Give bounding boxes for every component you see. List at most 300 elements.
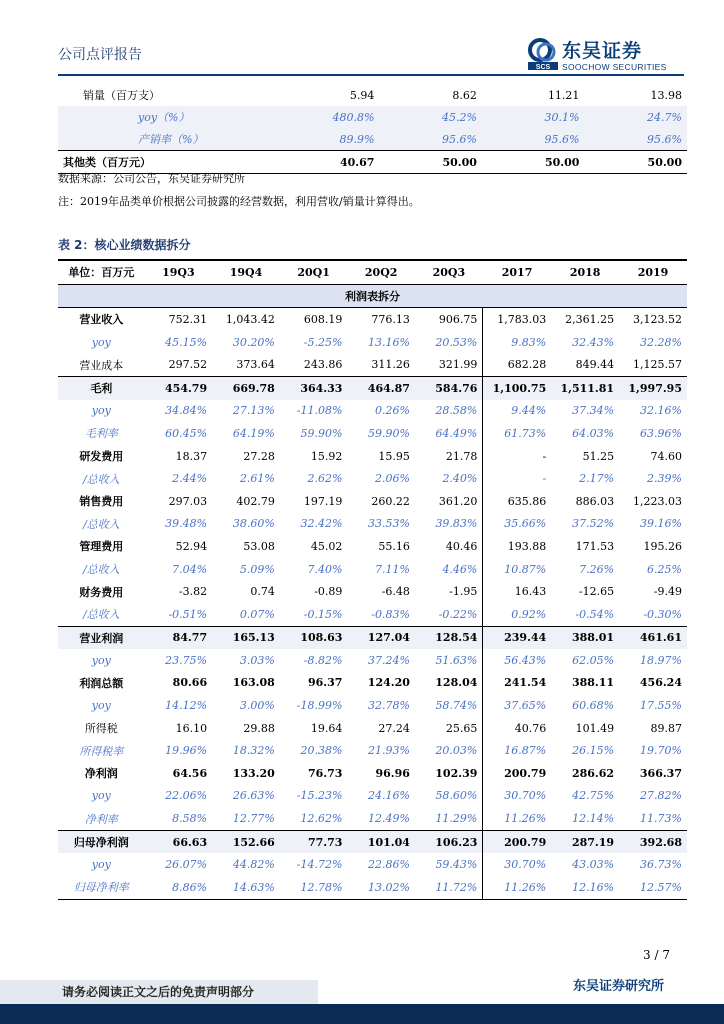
cell-value: -0.51% <box>168 607 208 621</box>
cell-value: 40.76 <box>483 717 551 740</box>
cell-value: 60.45% <box>165 426 208 440</box>
cell-value: 5.94 <box>349 88 375 102</box>
cell-value: 171.53 <box>575 539 615 553</box>
row-label: 毛利 <box>58 376 145 399</box>
cell-value: 12.49% <box>367 812 410 826</box>
calculation-note: 注：2019年品类单价根据公司披露的经营数据，利用营收/销量计算得出。 <box>58 195 420 208</box>
cell-value: -0.83% <box>371 607 410 621</box>
cell-value: 32.42% <box>300 517 343 531</box>
cell-value: 37.24% <box>367 653 410 667</box>
cell-value: 95.6% <box>584 128 687 151</box>
data-source-note: 数据来源：公司公告，东吴证券研究所 <box>58 172 245 185</box>
cell-value: 239.44 <box>483 626 551 649</box>
cell-value: 64.49% <box>435 426 478 440</box>
cell-value: 7.26% <box>579 562 615 576</box>
cell-value: 456.24 <box>639 676 682 690</box>
cell-value: 56.43% <box>483 649 551 672</box>
table-row <box>58 467 687 490</box>
cell-value: 34.84% <box>165 404 208 418</box>
row-label: 毛利率 <box>84 427 118 441</box>
cell-value: 8.58% <box>172 812 208 826</box>
row-label: 销售费用 <box>79 495 124 509</box>
cell-value: 77.73 <box>280 830 348 853</box>
table-row <box>58 830 687 853</box>
column-header: 20Q3 <box>415 260 483 284</box>
cell-value: 59.90% <box>300 426 343 440</box>
cell-value: 311.26 <box>371 358 410 372</box>
row-label: 营业成本 <box>79 358 124 372</box>
cell-value: 16.43 <box>483 580 551 603</box>
cell-value: 8.62 <box>452 88 477 102</box>
cell-value: 2,361.25 <box>565 312 615 326</box>
cell-value: 96.96 <box>375 766 410 780</box>
cell-value: 27.24 <box>378 721 410 735</box>
cell-value: 14.63% <box>212 876 280 899</box>
cell-value: 51.63% <box>435 653 478 667</box>
cell-value: 101.49 <box>575 721 615 735</box>
table-row <box>58 308 687 331</box>
cell-value: 3.03% <box>239 653 275 667</box>
cell-value: 776.13 <box>371 312 410 326</box>
table-row <box>58 762 687 785</box>
cell-value: 21.93% <box>367 744 410 758</box>
cell-value: 32.78% <box>367 699 410 713</box>
cell-value: 1,043.42 <box>225 312 275 326</box>
cell-value: 76.73 <box>307 766 343 780</box>
cell-value: 7.11% <box>374 562 410 576</box>
cell-value: 33.53% <box>367 517 410 531</box>
cell-value: 43.03% <box>572 858 615 872</box>
cell-value: 25.65 <box>445 721 478 735</box>
cell-value: 10.87% <box>483 558 551 581</box>
logo-name-cn: 东吴证券 <box>562 40 643 62</box>
cell-value: 682.28 <box>483 353 551 376</box>
cell-value: 321.99 <box>438 358 478 372</box>
row-label: yoy（%） <box>58 106 275 128</box>
row-label: 销量（百万支） <box>83 89 160 102</box>
row-label: /总收入 <box>82 608 120 622</box>
column-header: 20Q1 <box>280 260 348 284</box>
cell-value: 4.46% <box>442 562 478 576</box>
table-row <box>58 490 687 513</box>
cell-value: 402.79 <box>236 494 275 508</box>
cell-value: 28.58% <box>435 404 478 418</box>
cell-value: 19.64 <box>310 721 343 735</box>
table-row <box>58 603 687 626</box>
cell-value: 243.86 <box>303 358 343 372</box>
cell-value: 0.74 <box>250 585 275 599</box>
column-header: 19Q3 <box>145 260 212 284</box>
table-row <box>58 853 687 876</box>
cell-value: 30.20% <box>232 335 275 349</box>
footer-org-name: 东吴证券研究所 <box>572 979 664 994</box>
cell-value: 0.92% <box>483 603 551 626</box>
cell-value: -1.95 <box>449 585 478 599</box>
product-sales-table <box>58 84 687 174</box>
row-label: 其他类（百万元） <box>58 151 275 174</box>
cell-value: -0.30% <box>643 607 682 621</box>
table-row <box>58 422 687 445</box>
table2-title: 表 2：核心业绩数据拆分 <box>58 238 191 252</box>
disclaimer-text: 请务必阅读正文之后的免责声明部分 <box>62 985 255 999</box>
cell-value: 2.17% <box>579 472 615 486</box>
cell-value: 2.39% <box>647 472 682 486</box>
cell-value: 297.52 <box>168 358 208 372</box>
cell-value: 27.82% <box>640 789 682 803</box>
cell-value: 37.52% <box>572 517 615 531</box>
cell-value: 11.26% <box>483 807 551 830</box>
cell-value: 20.53% <box>435 335 478 349</box>
table-row <box>58 558 687 581</box>
cell-value: 287.19 <box>551 830 619 853</box>
cell-value: 30.1% <box>482 106 585 128</box>
table-row <box>58 626 687 649</box>
cell-value: 849.44 <box>575 358 615 372</box>
cell-value: 124.20 <box>367 676 410 690</box>
cell-value: 22.06% <box>165 789 208 803</box>
cell-value: 27.28 <box>243 449 275 463</box>
cell-value: 18.97% <box>640 653 682 667</box>
cell-value: 133.20 <box>232 766 275 780</box>
row-label: 利润总额 <box>79 676 124 690</box>
core-performance-table <box>58 259 687 900</box>
table-row <box>58 876 687 899</box>
cell-value: 163.08 <box>232 676 275 690</box>
cell-value: 906.75 <box>438 312 478 326</box>
row-label: 所得税 <box>84 722 118 736</box>
cell-value: 32.16% <box>640 404 682 418</box>
table-row <box>58 717 687 740</box>
row-label: 净利润 <box>84 767 118 781</box>
logo-emblem-icon <box>528 38 558 70</box>
cell-value: 13.02% <box>347 876 414 899</box>
column-header: 20Q2 <box>347 260 414 284</box>
cell-value: 64.19% <box>232 426 275 440</box>
cell-value: 59.90% <box>367 426 410 440</box>
cell-value: 20.38% <box>300 744 343 758</box>
cell-value: 1,783.03 <box>483 308 551 331</box>
cell-value: 0.26% <box>374 404 410 418</box>
cell-value: 59.43% <box>435 858 478 872</box>
cell-value: 20.03% <box>435 744 478 758</box>
cell-value: 3.00% <box>239 699 275 713</box>
cell-value: 66.63 <box>145 830 212 853</box>
cell-value: 24.16% <box>367 789 410 803</box>
cell-value: 58.60% <box>435 789 478 803</box>
row-label: yoy <box>91 699 111 713</box>
row-label: /总收入 <box>82 563 120 577</box>
cell-value: 392.68 <box>619 830 687 853</box>
table-row <box>58 128 687 151</box>
table-row <box>58 649 687 672</box>
cell-value: 12.57% <box>619 876 687 899</box>
cell-value: 584.76 <box>415 376 483 399</box>
cell-value: 16.87% <box>483 739 551 762</box>
cell-value: 39.16% <box>640 517 682 531</box>
table-row <box>58 445 687 468</box>
cell-value: 1,511.81 <box>551 376 619 399</box>
cell-value: 37.34% <box>572 404 615 418</box>
table-row <box>58 400 687 423</box>
cell-value: 61.73% <box>483 422 551 445</box>
cell-value: 128.54 <box>415 626 483 649</box>
section-title: 利润表拆分 <box>58 284 687 308</box>
cell-value: 18.37 <box>175 449 208 463</box>
cell-value: 37.65% <box>483 694 551 717</box>
cell-value: 64.56 <box>172 766 208 780</box>
table-row <box>58 785 687 808</box>
cell-value: 22.86% <box>367 858 410 872</box>
cell-value: 454.79 <box>145 376 212 399</box>
cell-value: 15.95 <box>378 449 410 463</box>
cell-value: 32.28% <box>640 335 682 349</box>
cell-value: 32.43% <box>572 335 615 349</box>
cell-value: -0.15% <box>303 607 343 621</box>
cell-value: 45.2% <box>379 106 482 128</box>
cell-value: 19.96% <box>165 744 208 758</box>
cell-value: 241.54 <box>483 672 551 695</box>
cell-value: -0.89 <box>314 585 343 599</box>
row-label: 财务费用 <box>79 585 124 599</box>
cell-value: 101.04 <box>347 830 414 853</box>
page-number: 3 / 7 <box>643 948 670 962</box>
cell-value: 13.16% <box>367 335 410 349</box>
row-label: 归母净利润 <box>58 830 145 853</box>
cell-value: 45.15% <box>165 335 208 349</box>
cell-value: 50.00 <box>379 151 482 174</box>
cell-value: -3.82 <box>178 585 208 599</box>
cell-value: 127.04 <box>347 626 414 649</box>
row-label: 管理费用 <box>79 540 124 554</box>
cell-value: 297.03 <box>168 494 208 508</box>
cell-value: 8.86% <box>145 876 212 899</box>
row-label: yoy <box>91 335 111 349</box>
cell-value: 361.20 <box>438 494 478 508</box>
cell-value: 63.96% <box>640 426 682 440</box>
cell-value: 30.70% <box>483 785 551 808</box>
footer-bar <box>0 1004 724 1024</box>
table-row <box>58 580 687 603</box>
cell-value: 1,125.57 <box>633 358 682 372</box>
cell-value: 0.07% <box>239 607 275 621</box>
cell-value: 53.08 <box>243 539 275 553</box>
cell-value: 12.77% <box>232 812 275 826</box>
cell-value: 17.55% <box>640 699 682 713</box>
column-header: 2019 <box>619 260 687 284</box>
cell-value: 11.26% <box>483 876 551 899</box>
cell-value: 152.66 <box>212 830 280 853</box>
cell-value: 50.00 <box>584 151 687 174</box>
table-row <box>58 807 687 830</box>
cell-value: 7.40% <box>307 562 343 576</box>
cell-value: 39.83% <box>435 517 478 531</box>
cell-value: 7.04% <box>172 562 208 576</box>
cell-value: 388.11 <box>571 676 615 690</box>
row-label: 研发费用 <box>79 450 124 464</box>
cell-value: 26.15% <box>572 744 615 758</box>
cell-value: 286.62 <box>571 766 615 780</box>
cell-value: 50.00 <box>482 151 585 174</box>
cell-value: 1,100.75 <box>483 376 551 399</box>
cell-value: 752.31 <box>168 312 208 326</box>
cell-value: 38.60% <box>232 517 275 531</box>
cell-value: 11.21 <box>547 88 580 102</box>
row-label: 归母净利率 <box>58 876 145 899</box>
cell-value: -15.23% <box>296 789 343 803</box>
cell-value: - <box>483 445 551 468</box>
company-logo <box>528 38 688 72</box>
logo-name-en: SOOCHOW SECURITIES <box>562 62 667 72</box>
cell-value: 44.82% <box>232 858 275 872</box>
row-label: /总收入 <box>82 472 120 486</box>
cell-value: 2.44% <box>172 472 208 486</box>
cell-value: -11.08% <box>296 404 343 418</box>
cell-value: 16.10 <box>175 721 208 735</box>
cell-value: 197.19 <box>303 494 343 508</box>
cell-value: 52.94 <box>175 539 208 553</box>
cell-value: 2.06% <box>374 472 410 486</box>
table-row <box>58 535 687 558</box>
cell-value: 461.61 <box>619 626 687 649</box>
cell-value: 95.6% <box>379 128 482 151</box>
cell-value: 364.33 <box>280 376 348 399</box>
cell-value: 200.79 <box>483 762 551 785</box>
cell-value: 5.09% <box>239 562 275 576</box>
cell-value: -18.99% <box>296 699 343 713</box>
cell-value: 40.67 <box>275 151 380 174</box>
cell-value: 26.63% <box>232 789 275 803</box>
cell-value: 24.7% <box>584 106 687 128</box>
cell-value: 19.70% <box>640 744 682 758</box>
cell-value: 886.03 <box>575 494 615 508</box>
cell-value: 80.66 <box>172 676 208 690</box>
cell-value: 18.32% <box>232 744 275 758</box>
cell-value: 30.70% <box>483 853 551 876</box>
cell-value: 2.62% <box>307 472 343 486</box>
cell-value: 58.74% <box>435 699 478 713</box>
table-row <box>58 84 687 106</box>
row-label: yoy <box>91 858 111 872</box>
row-label: 净利率 <box>84 812 118 826</box>
column-header: 2017 <box>483 260 551 284</box>
cell-value: 1,223.03 <box>633 494 682 508</box>
table-row <box>58 513 687 536</box>
row-label: 营业收入 <box>79 313 124 327</box>
row-label: 所得税率 <box>79 744 124 758</box>
cell-value: 64.03% <box>572 426 615 440</box>
cell-value: 3,123.52 <box>633 312 682 326</box>
report-type-title: 公司点评报告 <box>58 47 142 63</box>
cell-value: 388.01 <box>551 626 619 649</box>
row-label: 营业利润 <box>58 626 145 649</box>
cell-value: 195.26 <box>643 539 682 553</box>
table-row <box>58 353 687 376</box>
cell-value: 102.39 <box>435 766 478 780</box>
cell-value: 128.04 <box>435 676 478 690</box>
cell-value: 29.88 <box>243 721 275 735</box>
column-header: 19Q4 <box>212 260 280 284</box>
cell-value: 193.88 <box>483 535 551 558</box>
table-row <box>58 331 687 354</box>
cell-value: 45.02 <box>310 539 343 553</box>
cell-value: 480.8% <box>275 106 380 128</box>
cell-value: 96.37 <box>307 676 343 690</box>
cell-value: 6.25% <box>647 562 682 576</box>
cell-value: 42.75% <box>572 789 615 803</box>
table-header-row <box>58 260 687 284</box>
cell-value: 26.07% <box>165 858 208 872</box>
cell-value: 165.13 <box>212 626 280 649</box>
cell-value: - <box>483 467 551 490</box>
cell-value: 11.29% <box>435 812 478 826</box>
cell-value: 12.78% <box>280 876 348 899</box>
cell-value: 2.61% <box>239 472 275 486</box>
cell-value: 2.40% <box>442 472 478 486</box>
column-header: 单位：百万元 <box>58 260 145 284</box>
cell-value: 14.12% <box>165 699 208 713</box>
cell-value: 11.72% <box>415 876 483 899</box>
row-label: yoy <box>91 404 111 418</box>
row-label: 产销率（%） <box>58 128 275 151</box>
cell-value: 464.87 <box>347 376 414 399</box>
cell-value: -0.22% <box>438 607 478 621</box>
logo-mark-text: SCS <box>535 64 551 70</box>
table-row <box>58 376 687 399</box>
table-row <box>58 106 687 128</box>
cell-value: 12.62% <box>300 812 343 826</box>
table-row <box>58 672 687 695</box>
cell-value: 60.68% <box>572 699 615 713</box>
header-divider <box>58 74 684 76</box>
cell-value: 84.77 <box>145 626 212 649</box>
table-row <box>58 739 687 762</box>
cell-value: 35.66% <box>483 513 551 536</box>
cell-value: 13.98 <box>650 88 682 102</box>
cell-value: 608.19 <box>303 312 343 326</box>
cell-value: -12.65 <box>578 585 615 599</box>
column-header: 2018 <box>551 260 619 284</box>
cell-value: -9.49 <box>653 585 682 599</box>
cell-value: -8.82% <box>303 653 343 667</box>
cell-value: 89.9% <box>275 128 380 151</box>
cell-value: 11.73% <box>640 812 682 826</box>
row-label: yoy <box>91 653 111 667</box>
cell-value: 95.6% <box>482 128 585 151</box>
cell-value: 260.22 <box>371 494 410 508</box>
cell-value: 9.83% <box>483 331 551 354</box>
cell-value: 9.44% <box>483 400 551 423</box>
cell-value: 27.13% <box>232 404 275 418</box>
cell-value: 106.23 <box>415 830 483 853</box>
row-label: yoy <box>91 789 111 803</box>
cell-value: 1,997.95 <box>619 376 687 399</box>
cell-value: -14.72% <box>296 858 343 872</box>
cell-value: -5.25% <box>303 335 343 349</box>
cell-value: 12.14% <box>572 812 615 826</box>
cell-value: -0.54% <box>575 607 615 621</box>
cell-value: 62.05% <box>572 653 615 667</box>
table-row <box>58 694 687 717</box>
cell-value: 108.63 <box>280 626 348 649</box>
cell-value: -6.48 <box>381 585 410 599</box>
cell-value: 40.46 <box>445 539 478 553</box>
cell-value: 74.60 <box>650 449 682 463</box>
cell-value: 366.37 <box>639 766 682 780</box>
cell-value: 89.87 <box>650 721 682 735</box>
cell-value: 23.75% <box>165 653 208 667</box>
cell-value: 51.25 <box>582 449 615 463</box>
cell-value: 373.64 <box>236 358 275 372</box>
